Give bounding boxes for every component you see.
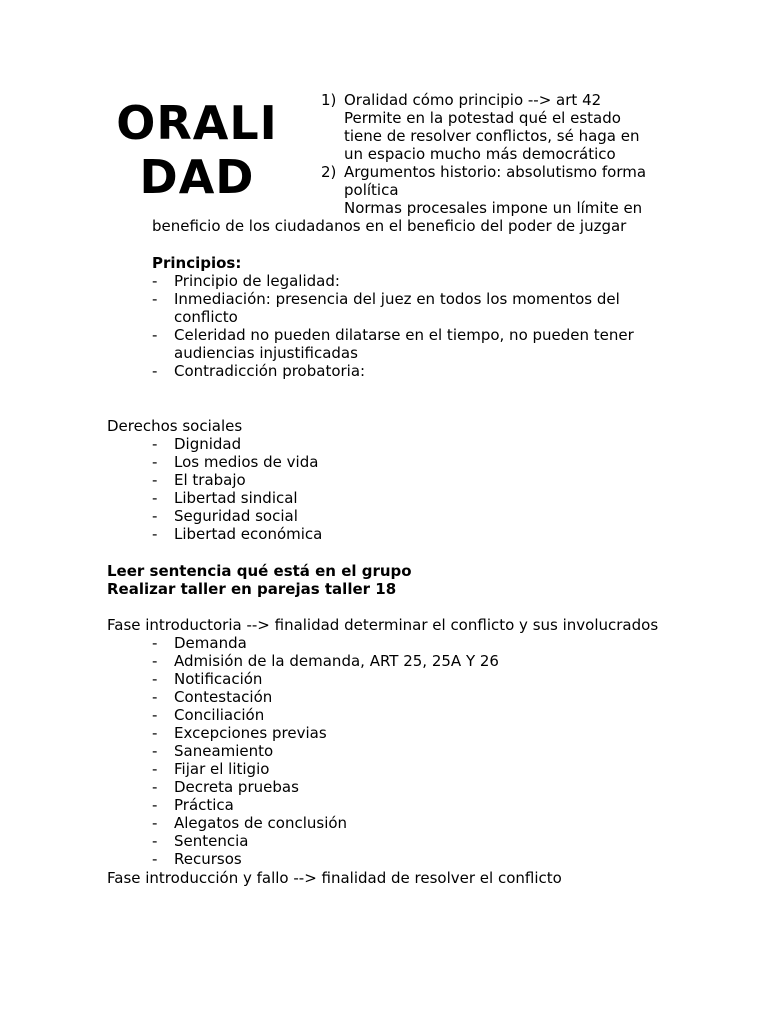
list-item: Práctica <box>174 796 234 814</box>
list-item: Fijar el litigio <box>174 760 270 778</box>
list-item: Celeridad no pueden dilatarse en el tiempo, no pueden tener <box>174 326 634 344</box>
list-item: Contestación <box>174 688 273 706</box>
list-item-continuation: conflicto <box>174 308 238 326</box>
numbered-item-line: Argumentos historio: absolutismo forma <box>344 163 647 181</box>
title-line-2: DAD <box>139 150 255 204</box>
list-item: Alegatos de conclusión <box>174 814 348 832</box>
list-item: Decreta pruebas <box>174 778 299 796</box>
continuation-text: beneficio de los ciudadanos en el beneficio del poder de juzgar <box>152 217 627 235</box>
list-number: 1) <box>321 91 337 109</box>
list-item: Principio de legalidad: <box>174 272 340 290</box>
numbered-item-line: Permite en la potestad qué el estado <box>344 109 621 127</box>
list-item: Conciliación <box>174 706 265 724</box>
fase-fallo-text: Fase introducción y fallo --> finalidad de resolver el conflicto <box>107 869 562 887</box>
list-item: Dignidad <box>174 435 242 453</box>
fase-intro-heading: Fase introductoria --> finalidad determinar el conflicto y sus involucrados <box>107 616 659 634</box>
numbered-item-line: un espacio mucho más democrático <box>344 145 616 163</box>
bullet-dash: - <box>152 489 158 507</box>
list-item: Admisión de la demanda, ART 25, 25A Y 26 <box>174 652 499 670</box>
list-item: Inmediación: presencia del juez en todos los momentos del <box>174 290 620 308</box>
bullet-dash: - <box>152 290 158 308</box>
bullet-dash: - <box>152 525 158 543</box>
list-item: Demanda <box>174 634 247 652</box>
list-item: Excepciones previas <box>174 724 327 742</box>
bullet-dash: - <box>152 453 158 471</box>
list-item: Saneamiento <box>174 742 274 760</box>
numbered-item-line: política <box>344 181 399 199</box>
list-item: Contradicción probatoria: <box>174 362 366 380</box>
numbered-item-line: Normas procesales impone un límite en <box>344 199 643 217</box>
bullet-dash: - <box>152 634 158 652</box>
list-item: Los medios de vida <box>174 453 319 471</box>
bullet-dash: - <box>152 724 158 742</box>
principios-heading: Principios: <box>152 254 242 272</box>
list-item: Sentencia <box>174 832 249 850</box>
bullet-dash: - <box>152 670 158 688</box>
task-line: Realizar taller en parejas taller 18 <box>107 580 397 598</box>
bullet-dash: - <box>152 742 158 760</box>
bullet-dash: - <box>152 850 158 868</box>
bullet-dash: - <box>152 272 158 290</box>
bullet-dash: - <box>152 778 158 796</box>
list-item: El trabajo <box>174 471 246 489</box>
bullet-dash: - <box>152 832 158 850</box>
page-title <box>112 96 282 204</box>
list-number: 2) <box>321 163 337 181</box>
bullet-dash: - <box>152 507 158 525</box>
bullet-dash: - <box>152 435 158 453</box>
derechos-heading: Derechos sociales <box>107 417 243 435</box>
task-line: Leer sentencia qué está en el grupo <box>107 562 412 580</box>
list-item: Seguridad social <box>174 507 298 525</box>
bullet-dash: - <box>152 814 158 832</box>
bullet-dash: - <box>152 362 158 380</box>
title-line-1: ORALI <box>116 96 278 150</box>
list-item: Libertad sindical <box>174 489 298 507</box>
bullet-dash: - <box>152 471 158 489</box>
list-item: Libertad económica <box>174 525 323 543</box>
numbered-item-line: tiene de resolver conflictos, sé haga en <box>344 127 640 145</box>
list-item: Notificación <box>174 670 263 688</box>
bullet-dash: - <box>152 796 158 814</box>
list-item: Recursos <box>174 850 242 868</box>
bullet-dash: - <box>152 688 158 706</box>
bullet-dash: - <box>152 326 158 344</box>
bullet-dash: - <box>152 760 158 778</box>
list-item-continuation: audiencias injustificadas <box>174 344 358 362</box>
numbered-item-line: Oralidad cómo principio --> art 42 <box>344 91 602 109</box>
bullet-dash: - <box>152 652 158 670</box>
bullet-dash: - <box>152 706 158 724</box>
